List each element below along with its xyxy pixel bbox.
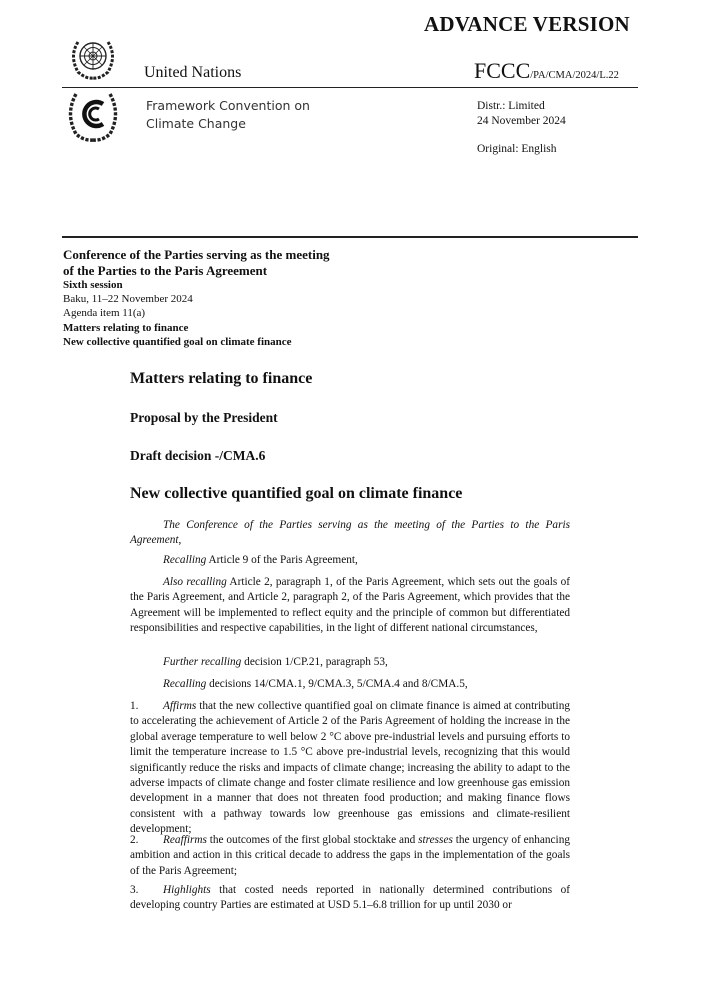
document-date: 24 November 2024 bbox=[477, 115, 566, 127]
paragraph-number: 3. bbox=[130, 884, 139, 896]
paragraph-number: 2. bbox=[130, 834, 139, 846]
convention-name-line2: Climate Change bbox=[146, 116, 246, 131]
document-title: Matters relating to finance bbox=[130, 370, 313, 387]
session-body-line1: Conference of the Parties serving as the meeting bbox=[63, 247, 330, 262]
preamble-recalling-article9: Recalling Article 9 of the Paris Agreement, bbox=[163, 554, 358, 566]
preamble-further-recalling: Further recalling decision 1/CP.21, paragraph 53, bbox=[163, 656, 388, 668]
paragraph-2: 2. Reaffirms the outcomes of the first global stocktake and stresses the urgency of enhancing ambition and action in this critical decade to address the gaps in the implementation of the goals of the Paris Agreement; bbox=[130, 834, 570, 877]
paragraph-number: 1. bbox=[130, 700, 139, 712]
convention-name-line1: Framework Convention on bbox=[146, 98, 310, 113]
document-symbol bbox=[474, 58, 619, 84]
organization-name: United Nations bbox=[144, 64, 242, 81]
agenda-title: Matters relating to finance bbox=[63, 322, 189, 334]
section-rule bbox=[62, 236, 638, 238]
document-symbol-sub: /PA/CMA/2024/L.22 bbox=[530, 70, 619, 81]
preamble-recalling-decisions: Recalling decisions 14/CMA.1, 9/CMA.3, 5/CMA.4 and 8/CMA.5, bbox=[163, 678, 468, 690]
paragraph-3: 3. Highlights that costed needs reported in nationally determined contributions of developing country Parties are estimated at USD 5.1–6.8 trillion for up until 2030 or bbox=[130, 884, 570, 912]
session-body-line2: of the Parties to the Paris Agreement bbox=[63, 263, 268, 278]
advance-version-label: ADVANCE VERSION bbox=[424, 12, 630, 36]
draft-decision-heading: Draft decision -/CMA.6 bbox=[130, 448, 266, 463]
distribution-label: Distr.: Limited bbox=[477, 100, 545, 112]
header-rule bbox=[62, 87, 638, 88]
paragraph-1: 1. Affirms that the new collective quantified goal on climate finance is aimed at contributing to accelerating the achievement of Article 2 of the Paris Agreement of holding the increase in the global average temperature to well below 2 °C above pre-industrial levels and pursuing efforts to limit the temperature increase to 1.5 °C above pre-industrial levels, recognizing that this would significantly reduce the risks and impacts of climate change; increasing the ability to adapt to the adverse impacts of climate change and foster climate resilience and low greenhouse gas emission development in a manner that does not threaten food production; and making finance flows consistent with a pathway towards low greenhouse gas emissions and climate-resilient development; bbox=[130, 700, 570, 836]
agenda-subtitle: New collective quantified goal on climate finance bbox=[63, 336, 292, 348]
un-emblem-icon bbox=[62, 32, 124, 82]
proposal-heading: Proposal by the President bbox=[130, 410, 278, 425]
unfccc-logo-icon bbox=[62, 86, 124, 142]
session-place-date: Baku, 11–22 November 2024 bbox=[63, 293, 193, 305]
original-language: Original: English bbox=[477, 143, 557, 155]
session-number: Sixth session bbox=[63, 279, 123, 291]
preamble-also-recalling: Also recalling Article 2, paragraph 1, of the Paris Agreement, which sets out the goals of the Paris Agreement, and Article 2, paragraph 2, of the Paris Agreement, which provides that the Agreement will be implemented to reflect equity and the principle of common but differentiated responsibilities and respective capabilities, in the light of different national circumstances, bbox=[130, 576, 570, 635]
preamble-intro: The Conference of the Parties serving as the meeting of the Parties to the Paris Agreement, bbox=[130, 519, 570, 547]
document-symbol-main: FCCC bbox=[474, 58, 531, 83]
subject-heading: New collective quantified goal on climate finance bbox=[130, 485, 463, 502]
agenda-item: Agenda item 11(a) bbox=[63, 307, 146, 319]
